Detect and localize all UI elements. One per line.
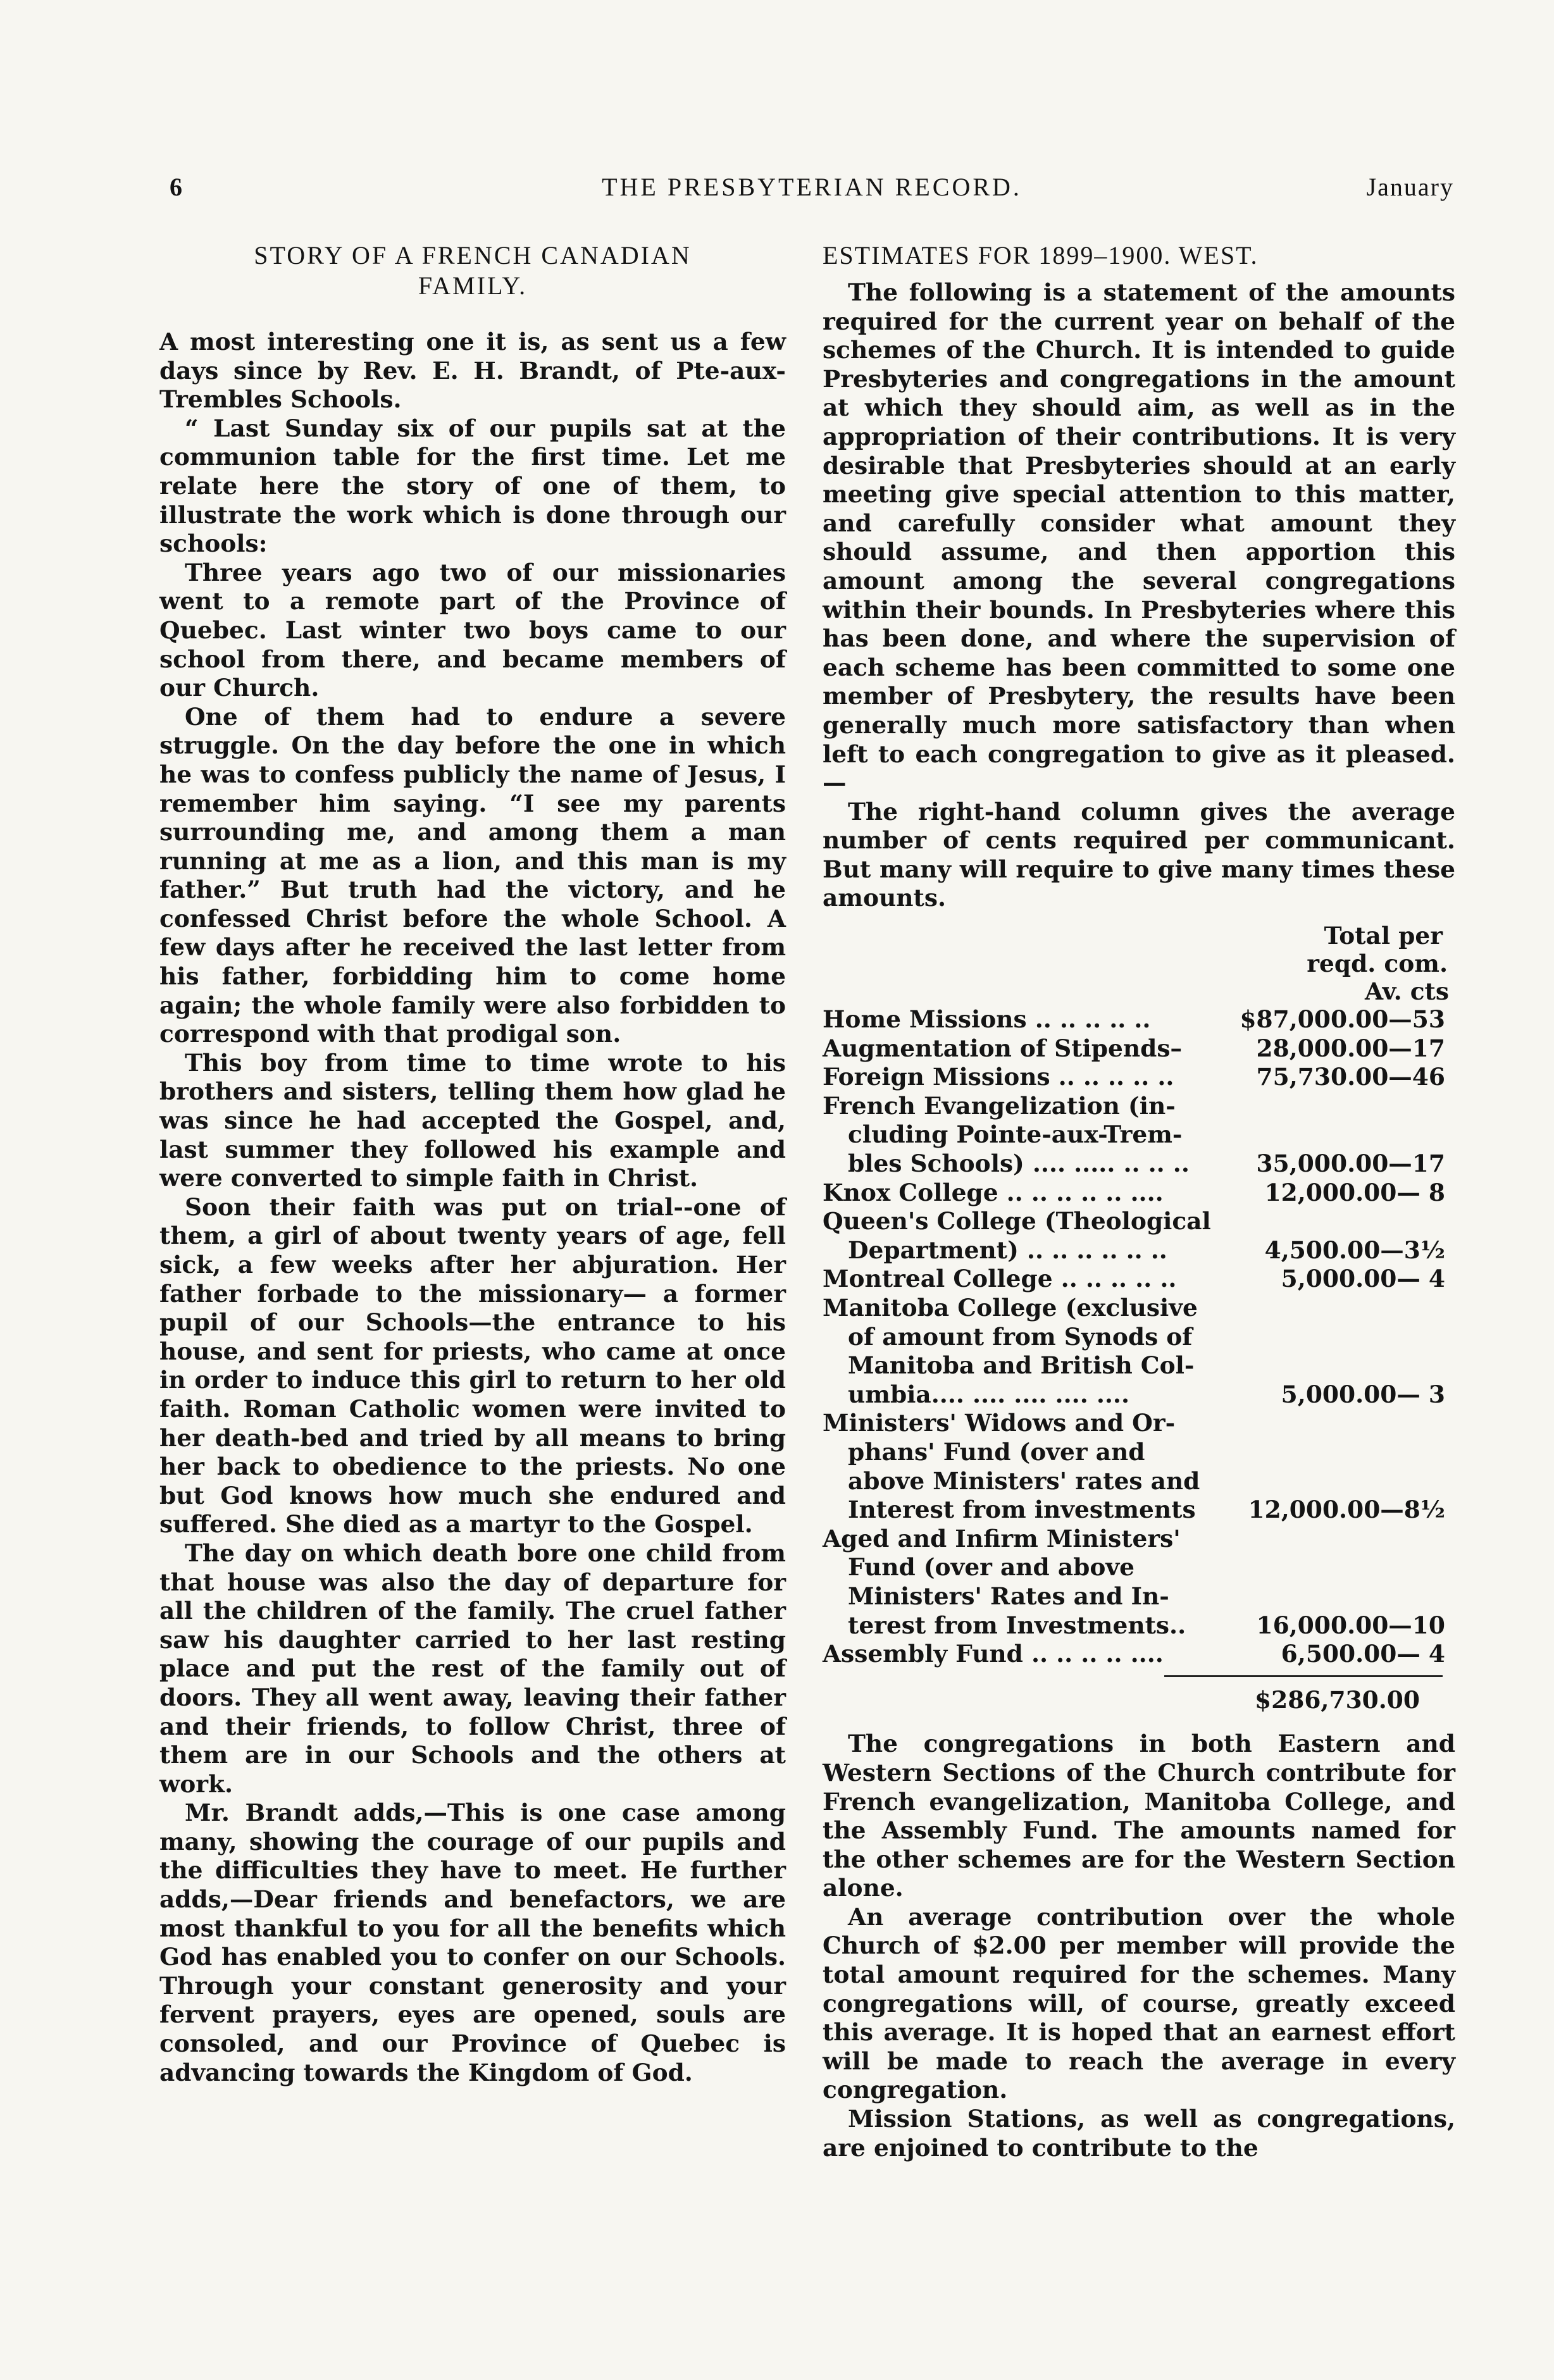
after-table bbox=[823, 1730, 1455, 2162]
row-description bbox=[823, 1063, 1253, 1092]
article-title-line-1: STORY OF A FRENCH CANADIAN bbox=[254, 241, 692, 270]
row-description bbox=[823, 1640, 1253, 1669]
article-paragraph: The day on which death bore one child from that house was also the day of departure for all the children of the family. The cruel father saw his daughter carried to her last resting place and put the rest of the family out of doors. They all went away, leaving their father and their friends, to follow Christ, three of them are in our Schools and the others at work. bbox=[159, 1539, 786, 1798]
row-description-line: Ministers' Rates and In- bbox=[848, 1582, 1169, 1610]
estimates-paragraph: The right-hand column gives the average number of cents required per communicant. But many will require to give many times these amounts. bbox=[823, 797, 1455, 912]
row-description-line: cluding Pointe-aux-Trem- bbox=[848, 1120, 1183, 1149]
row-description-line: Queen's College (Theological bbox=[823, 1207, 1211, 1236]
row-amount: 35,000.00—17 bbox=[1256, 1150, 1445, 1178]
row-description-line: above Ministers' rates and bbox=[848, 1466, 1200, 1495]
row-description-line: bles Schools) .... ..... .. .. .. bbox=[848, 1150, 1190, 1178]
row-amount: 12,000.00— 8 bbox=[1264, 1178, 1445, 1206]
estimates-table-header bbox=[823, 922, 1455, 1005]
publication-title: THE PRESBYTERIAN RECORD. bbox=[602, 173, 1022, 201]
row-description-line: Knox College .. .. .. .. .. .... bbox=[823, 1178, 1164, 1206]
table-row bbox=[823, 1063, 1455, 1092]
left-column bbox=[159, 240, 786, 2087]
estimates-paragraph: An average contribution over the whole Church of $2.00 per member will provide the total amount required for the schemes. Many congregations will, of course, greatly exceed this average. It is hoped that an earnest effort will be made to reach the average in every congregation. bbox=[823, 1902, 1455, 2104]
row-amount: 75,730.00—46 bbox=[1256, 1063, 1445, 1091]
row-description-line: Home Missions .. .. .. .. .. bbox=[823, 1005, 1151, 1034]
table-row bbox=[823, 1640, 1455, 1669]
article-title bbox=[159, 240, 786, 301]
table-row bbox=[823, 1179, 1455, 1208]
row-description-line: Foreign Missions .. .. .. .. .. bbox=[823, 1063, 1174, 1091]
row-description-line: Manitoba and British Col- bbox=[848, 1351, 1195, 1380]
row-description-line: Assembly Fund .. .. .. .. .... bbox=[823, 1640, 1164, 1668]
estimates-table bbox=[823, 1005, 1455, 1669]
table-row bbox=[823, 1409, 1455, 1524]
row-description-line: Interest from investments bbox=[848, 1496, 1196, 1524]
row-amount: 16,000.00—10 bbox=[1256, 1611, 1445, 1639]
table-row bbox=[823, 1092, 1455, 1179]
row-description bbox=[823, 1179, 1253, 1208]
right-column bbox=[823, 240, 1455, 2162]
row-description bbox=[823, 1207, 1253, 1265]
row-amount: $87,000.00—53 bbox=[1240, 1005, 1445, 1034]
page-number: 6 bbox=[170, 173, 183, 201]
row-description-line: of amount from Synods of bbox=[848, 1322, 1193, 1351]
row-description-line: Augmentation of Stipends– bbox=[823, 1034, 1183, 1062]
header-line: Av. cts bbox=[1365, 977, 1449, 1006]
row-amount: 12,000.00—8½ bbox=[1248, 1496, 1445, 1524]
row-description bbox=[823, 1034, 1253, 1063]
table-row bbox=[823, 1525, 1455, 1640]
estimates-paragraph: The following is a statement of the amounts required for the current year on behalf of the schemes of the Church. It is intended to guide Presbyteries and congregations in the amount at which they should aim, as well as in the appropriation of their contributions. It is very desirable that Presbyteries should at an early meeting give special attention to this matter, and carefully consider what amount they should assume, and then apportion this amount among the several congregations within their bounds. In Presbyteries where this has been done, and where the supervision of each scheme has been committed to some one member of Presbytery, the results have been generally much more satisfactory than when left to each congregation to give as it pleased.— bbox=[823, 278, 1455, 797]
header-line: reqd. com. bbox=[1307, 950, 1448, 978]
row-description-line: Manitoba College (exclusive bbox=[823, 1294, 1198, 1322]
table-row bbox=[823, 1005, 1455, 1034]
row-amount: 4,500.00—3½ bbox=[1264, 1236, 1445, 1264]
total-rule bbox=[1164, 1675, 1443, 1677]
article-paragraph: Mr. Brandt adds,—This is one case among many, showing the courage of our pupils and the difficulties they have to meet. He further adds,—Dear friends and benefactors, we are most thankful to you for all the benefits which God has enabled you to confer on our Schools. Through your constant generosity and your fervent prayers, eyes are opened, souls are consoled, and our Province of Quebec is advancing towards the Kingdom of God. bbox=[159, 1799, 786, 2086]
table-row bbox=[823, 1294, 1455, 1409]
row-description bbox=[823, 1525, 1253, 1640]
row-description bbox=[823, 1092, 1253, 1179]
estimates-total: $286,730.00 bbox=[1255, 1685, 1420, 1714]
table-row bbox=[823, 1265, 1455, 1294]
article-paragraph: Soon their faith was put on trial--one of them, a girl of about twenty years of age, fell sick, a few weeks after her abjuration. Her father forbade to the missionary— a former pupil of our Schools—the entrance to his house, and sent for priests, who came at once in order to induce this girl to return to her old faith. Roman Catholic women were invited to her death-bed and tried by all means to bring her back to obedience to the priests. No one but God knows how much she endured and suffered. She died as a martyr to the Gospel. bbox=[159, 1193, 786, 1539]
row-description-line: Montreal College .. .. .. .. .. bbox=[823, 1265, 1177, 1293]
article-paragraph: This boy from time to time wrote to his brothers and sisters, telling them how glad he was since he had accepted the Gospel, and, last summer they followed his example and were converted to simple faith in Christ. bbox=[159, 1048, 786, 1193]
estimates-title: ESTIMATES FOR 1899–1900. WEST. bbox=[823, 241, 1259, 270]
article-paragraph: “ Last Sunday six of our pupils sat at the communion table for the first time. Let me relate here the story of one of them, to illustrate the work which is done through our schools: bbox=[159, 414, 786, 558]
row-description-line: French Evangelization (in- bbox=[823, 1091, 1176, 1120]
row-description-line: Department) .. .. .. .. .. .. bbox=[848, 1236, 1167, 1264]
article-title-line-2: FAMILY. bbox=[418, 271, 528, 300]
article-paragraph: Three years ago two of our missionaries went to a remote part of the Province of Quebec. Last winter two boys came to our school from there, and became members of our Church. bbox=[159, 558, 786, 702]
row-description bbox=[823, 1005, 1253, 1034]
estimates-paragraph: Mission Stations, as well as congregations, are enjoined to contribute to the bbox=[823, 2105, 1455, 2162]
table-row bbox=[823, 1034, 1455, 1063]
row-amount: 5,000.00— 4 bbox=[1281, 1265, 1445, 1293]
row-description-line: umbia.... .... .... .... .... bbox=[848, 1380, 1130, 1408]
estimates-paragraph: The congregations in both Eastern and Western Sections of the Church contribute for French evangelization, Manitoba College, and the Assembly Fund. The amounts named for the other schemes are for the Western Section alone. bbox=[823, 1730, 1455, 1902]
row-description-line: Fund (over and above bbox=[848, 1553, 1135, 1582]
table-row bbox=[823, 1207, 1455, 1265]
row-amount: 5,000.00— 3 bbox=[1281, 1380, 1445, 1408]
row-amount: 28,000.00—17 bbox=[1256, 1034, 1445, 1062]
article-paragraph: A most interesting one it is, as sent us a few days since by Rev. E. H. Brandt, of Pte-aux-Trembles Schools. bbox=[159, 328, 786, 414]
row-description-line: terest from Investments.. bbox=[848, 1611, 1186, 1639]
article-paragraph: One of them had to endure a severe struggle. On the day before the one in which he was to confess publicly the name of Jesus, I remember him saying. “I see my parents surrounding me, and among them a man running at me as a lion, and this man is my father.” But truth had the victory, and he confessed Christ before the whole School. A few days after he received the last letter from his father, forbidding him to come home again; the whole family were also forbidden to correspond with that prodigal son. bbox=[159, 702, 786, 1048]
header-line: Total per bbox=[1324, 922, 1443, 950]
running-header bbox=[170, 172, 1454, 210]
row-description bbox=[823, 1265, 1253, 1294]
row-amount: 6,500.00— 4 bbox=[1281, 1640, 1445, 1668]
row-description-line: Aged and Infirm Ministers' bbox=[823, 1524, 1181, 1553]
issue-month: January bbox=[1366, 173, 1454, 201]
row-description bbox=[823, 1294, 1253, 1409]
row-description bbox=[823, 1409, 1253, 1524]
row-description-line: Ministers' Widows and Or- bbox=[823, 1409, 1176, 1437]
row-description-line: phans' Fund (over and bbox=[848, 1437, 1145, 1466]
